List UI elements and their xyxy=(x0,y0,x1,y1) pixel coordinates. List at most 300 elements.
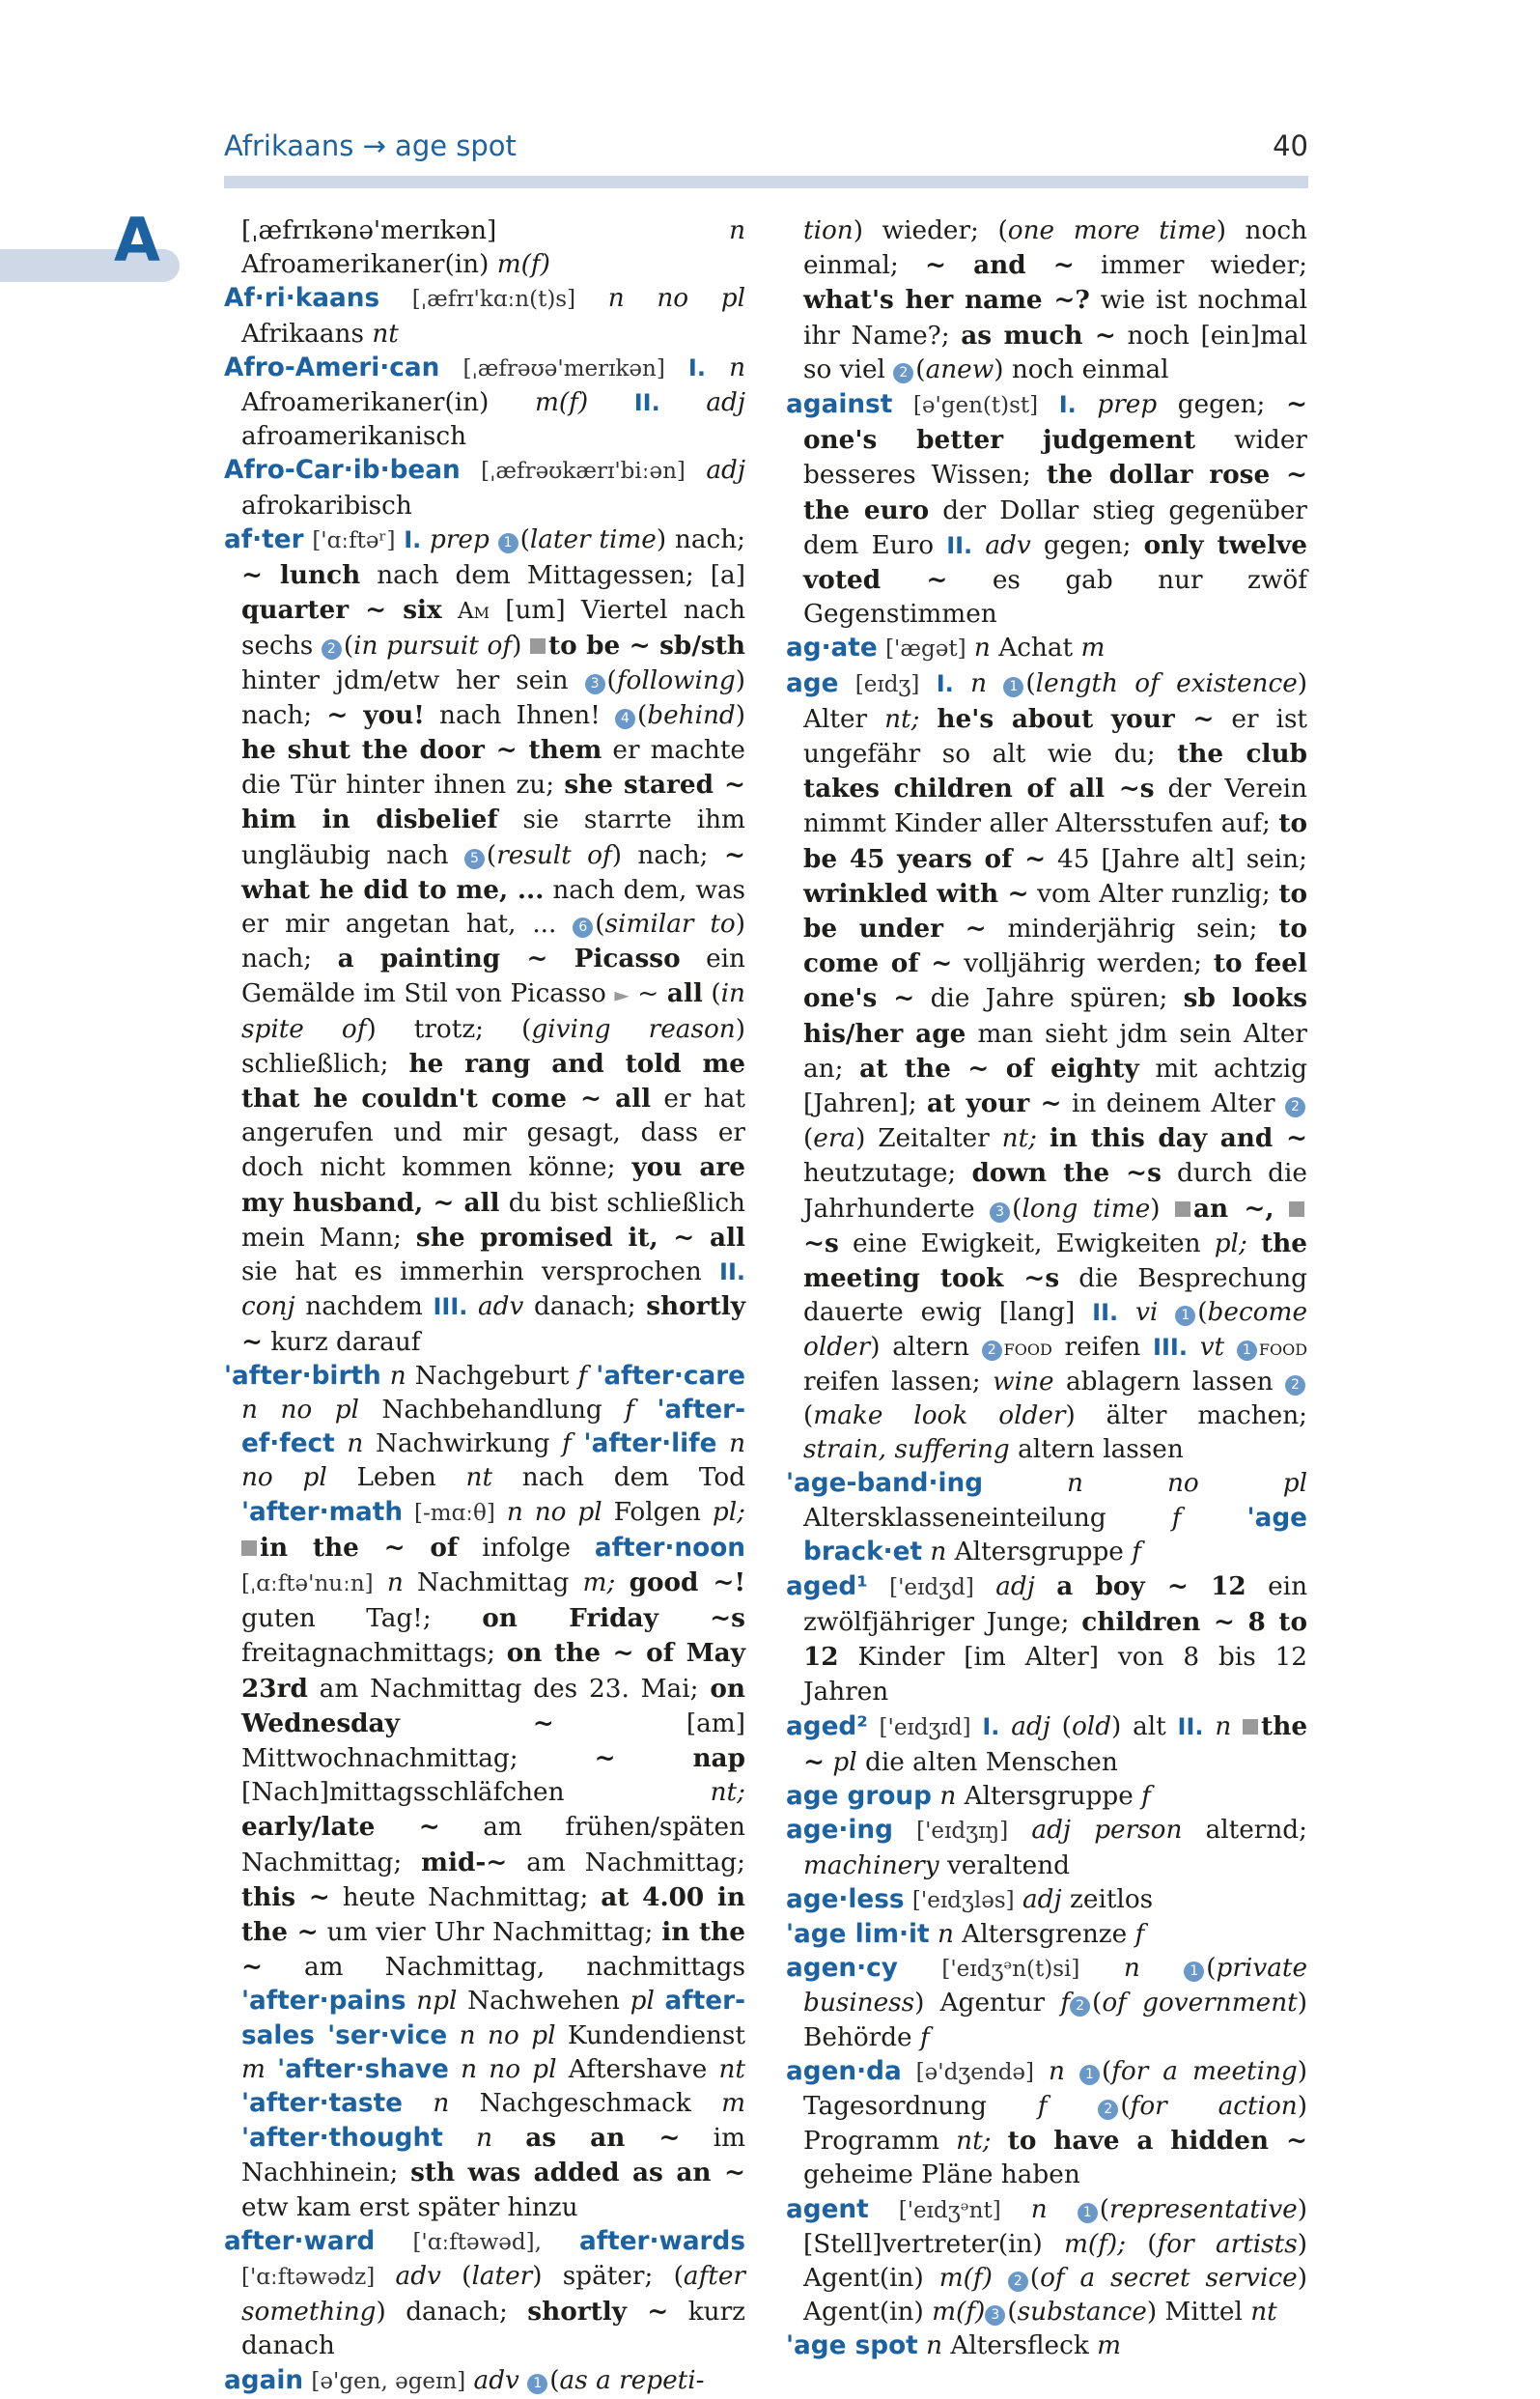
headword: age·less xyxy=(786,1884,905,1914)
entry-text xyxy=(838,669,854,698)
example-phrase: the ~ xyxy=(803,1710,1308,1777)
headword: Afro-Car·ib·bean xyxy=(224,456,461,486)
entry-text: nach Ihnen! xyxy=(424,700,615,730)
grammar-label: adv xyxy=(473,2365,519,2395)
headword: again xyxy=(224,2365,304,2395)
sense-number-badge: 2 xyxy=(1070,1996,1090,2017)
grammar-label: conj xyxy=(241,1292,295,1322)
entry-text: die alten Menschen xyxy=(856,1747,1118,1777)
entry-text xyxy=(1001,2195,1031,2224)
example-phrase: to be under ~ xyxy=(803,878,1307,945)
entry-text: ( xyxy=(702,979,721,1009)
dictionary-entry xyxy=(786,2193,1307,2330)
entry-text: ) Agent(in) xyxy=(803,2263,1307,2328)
pronunciation: ['ɑːftəwədz] xyxy=(241,2264,376,2290)
entry-text: Nachwirkung xyxy=(363,1429,563,1459)
entry-text: zeitlos xyxy=(1061,1884,1154,1914)
entry-text: er ist ungefähr so alt wie du; xyxy=(803,704,1308,770)
dictionary-entry xyxy=(786,1952,1307,2055)
entry-text: ) Zeitalter xyxy=(855,1124,1002,1154)
example-phrase: the dollar rose ~ the euro xyxy=(803,460,1308,525)
grammar-label: adj xyxy=(706,456,746,486)
pronunciation: [ˌæfrəʊə'merɪkən] xyxy=(462,355,665,381)
entry-text xyxy=(966,634,974,663)
sense-number-badge: 1 xyxy=(1237,1341,1257,1361)
sense-number-badge: 6 xyxy=(573,917,593,938)
entry-text: Altersgruppe xyxy=(946,1537,1133,1566)
entry-text: nach dem, was er mir angetan hat, ... xyxy=(241,875,746,940)
entry-text: sie starrte ihm ungläubig nach xyxy=(241,805,745,870)
entry-text xyxy=(1048,2092,1099,2121)
entry-text: altern lassen xyxy=(1009,1435,1184,1465)
entry-text xyxy=(655,1987,665,2016)
grammar-label: n no pl xyxy=(241,1395,359,1425)
headword: 'age-band·ing xyxy=(786,1469,984,1499)
entry-text: Kundendienst xyxy=(555,2020,745,2050)
example-phrase: to have a hidden ~ xyxy=(1007,2126,1307,2157)
headword: 'age brack·et xyxy=(803,1503,1307,1566)
sense-number-badge: 1 xyxy=(527,2374,547,2394)
entry-text xyxy=(421,525,430,554)
entry-text: freitagnachmittags; xyxy=(241,1639,507,1669)
headword: 'after·care xyxy=(596,1361,746,1391)
entry-text: ) [Stell]vertreter(in) xyxy=(803,2194,1308,2259)
entry-text xyxy=(449,2055,461,2084)
entry-text: vom Alter runzlig; xyxy=(1028,879,1279,909)
headword: after·ward xyxy=(224,2226,376,2256)
entry-text: Kinder [im Alter] von 8 bis 12 Jahren xyxy=(803,1643,1307,1707)
entry-text xyxy=(1140,1954,1184,1983)
grammar-label: adj xyxy=(706,388,745,418)
grammar-label: n xyxy=(973,634,991,663)
phrase-marker-square xyxy=(530,638,546,654)
grammar-label: for a meeting xyxy=(1111,2056,1298,2086)
sense-number-badge: 2 xyxy=(1285,1375,1305,1396)
entry-text xyxy=(375,2262,395,2291)
grammar-label: nt; xyxy=(1001,1124,1038,1154)
grammar-label: f xyxy=(1134,1919,1145,1949)
example-phrase: sb looks his/her age xyxy=(803,983,1307,1049)
entry-text: ) Alter xyxy=(803,668,1308,734)
dictionary-entry xyxy=(224,214,745,282)
headword: 'age lim·it xyxy=(786,1919,930,1949)
sense-roman-numeral: I. xyxy=(982,1712,1000,1740)
sense-roman-numeral: II. xyxy=(946,531,973,559)
grammar-label: f xyxy=(1141,1782,1151,1812)
entry-text xyxy=(993,2264,1008,2293)
headword: 'after·shave xyxy=(277,2054,449,2084)
entry-text xyxy=(495,1498,507,1527)
entry-text: in deinem Alter xyxy=(1061,1089,1285,1119)
dictionary-entry xyxy=(786,1883,1307,1918)
running-head: Afrikaans → age spot xyxy=(224,129,517,162)
entry-text: reifen xyxy=(1051,1332,1154,1362)
grammar-label: adv xyxy=(478,1292,524,1322)
entry-text: afroamerikanisch xyxy=(241,422,467,452)
entry-text xyxy=(381,1362,390,1391)
entry-text: [Nach]mittagsschläfchen xyxy=(241,1778,711,1808)
entry-text: am Nachmittag des 23. Mai; xyxy=(307,1674,711,1704)
sense-roman-numeral: III. xyxy=(433,1293,468,1321)
grammar-label: nt xyxy=(372,319,399,349)
grammar-label: n no pl xyxy=(459,2020,556,2050)
grammar-label: adj xyxy=(1011,1711,1050,1741)
grammar-label: nt; xyxy=(710,1778,745,1808)
headword: age·ing xyxy=(786,1816,893,1846)
headword: 'after·math xyxy=(241,1497,404,1527)
pronunciation: ['ɑːftəʳ] xyxy=(312,527,396,553)
entry-text: alternd; xyxy=(1182,1816,1308,1846)
grammar-label: n no pl xyxy=(607,284,746,314)
grammar-label: f xyxy=(919,2022,930,2052)
entry-text: ( xyxy=(1092,1989,1103,2018)
entry-text: ( xyxy=(1007,2298,1018,2328)
grammar-label: private business xyxy=(803,1954,1308,2018)
entry-text: ) später; ( xyxy=(532,2261,684,2291)
headword: Af·ri·kaans xyxy=(224,284,380,314)
headword: 'after·pains xyxy=(241,1987,406,2017)
grammar-label: n xyxy=(970,668,988,698)
grammar-label: n xyxy=(347,1429,364,1459)
pronunciation: ['ɑːftəwəd], xyxy=(412,2229,542,2255)
grammar-label: giving reason xyxy=(531,1014,736,1044)
example-phrase: shortly ~ xyxy=(527,2297,669,2328)
dictionary-entry xyxy=(786,1569,1307,1709)
example-phrase: ~ lunch xyxy=(241,560,361,591)
grammar-label: become older xyxy=(803,1298,1308,1362)
entry-text xyxy=(266,2055,277,2084)
entry-text: ( xyxy=(803,1124,814,1154)
entry-text: [ˌæfrɪkənə'merɪkən] xyxy=(241,216,730,245)
arrow-icon: ► xyxy=(614,983,630,1007)
entry-text xyxy=(1037,1124,1050,1153)
entry-text: ( xyxy=(1126,2229,1158,2259)
grammar-label: tion xyxy=(803,216,854,245)
entry-text xyxy=(1158,1298,1175,1327)
entry-text: die Jahre spüren; xyxy=(914,984,1184,1014)
page-number: 40 xyxy=(1273,129,1308,162)
grammar-label: in spite of xyxy=(241,979,745,1044)
example-phrase: down the ~s xyxy=(971,1158,1162,1189)
entry-text: ( xyxy=(519,524,530,554)
example-phrase: at 4.00 in the ~ xyxy=(241,1881,745,1947)
entry-text xyxy=(999,1712,1011,1741)
entry-text: ) älter machen; xyxy=(1065,1400,1307,1430)
example-phrase: to be 45 years of ~ xyxy=(803,808,1307,874)
entry-text: ) nach; xyxy=(241,910,746,974)
grammar-label: n xyxy=(930,1537,947,1566)
entry-text xyxy=(868,1712,880,1741)
entry-text: minderjährig sein; xyxy=(986,915,1279,945)
entry-text: man sieht jdm sein Alter an; xyxy=(803,1019,1307,1084)
grammar-label: strain, suffering xyxy=(803,1435,1010,1465)
sense-number-badge: 5 xyxy=(464,849,485,869)
entry-text: ( xyxy=(1029,2263,1041,2293)
pronunciation: ['eɪdʒd] xyxy=(889,1574,974,1600)
entry-text xyxy=(868,1572,889,1601)
grammar-label: f xyxy=(1037,2091,1048,2121)
example-phrase: to be ~ sb/sth xyxy=(547,631,745,662)
grammar-label: similar to xyxy=(604,910,736,940)
sense-number-badge: 3 xyxy=(985,2305,1005,2326)
grammar-label: m(f) xyxy=(534,388,589,418)
right-column xyxy=(786,214,1307,2364)
entry-text: ) Tagesordnung xyxy=(803,2056,1308,2121)
entry-text xyxy=(1015,1885,1022,1914)
example-phrase: to feel one's ~ xyxy=(803,948,1307,1014)
grammar-label: later xyxy=(471,2261,533,2291)
grammar-label: machinery xyxy=(803,1850,939,1880)
entry-text: ) Programm xyxy=(803,2091,1307,2157)
pronunciation: [ˌɑːftə'nuːn] xyxy=(241,1570,374,1596)
dictionary-entry xyxy=(786,387,1307,632)
entry-text xyxy=(379,284,412,313)
headword: age xyxy=(786,668,839,698)
grammar-label: for artists xyxy=(1157,2229,1298,2259)
pronunciation: [-mɑːθ] xyxy=(414,1500,495,1526)
sense-roman-numeral: I. xyxy=(404,525,422,553)
phrase-marker-square xyxy=(1289,1201,1304,1217)
entry-text xyxy=(892,390,913,419)
entry-text xyxy=(492,2124,525,2153)
entry-text xyxy=(465,2366,473,2395)
entry-text: ( xyxy=(636,700,648,730)
example-phrase: on Wednesday ~ xyxy=(241,1673,745,1738)
example-phrase: an ~, xyxy=(1192,1193,1274,1224)
entry-text: wie ist nochmal ihr Name?; xyxy=(803,286,1307,351)
entry-text: Nachwehen xyxy=(457,1987,630,2017)
entry-text: ) xyxy=(1150,1194,1175,1224)
entry-text: der Verein nimmt Kinder aller Altersstufen auf; xyxy=(803,775,1307,839)
grammar-label: n xyxy=(729,216,745,245)
grammar-label: vi xyxy=(1135,1298,1159,1328)
entry-text xyxy=(1034,2057,1049,2086)
entry-text xyxy=(971,1712,983,1741)
sense-number-badge: 2 xyxy=(893,363,913,383)
entry-text: gegen; xyxy=(1157,390,1286,420)
entry-text xyxy=(403,1498,414,1527)
grammar-label: of a secret service xyxy=(1040,2263,1298,2293)
example-phrase: at the ~ of eighty xyxy=(859,1053,1139,1084)
grammar-label: f xyxy=(625,1395,634,1425)
grammar-label: in pursuit of xyxy=(353,632,513,662)
example-phrase: the meeting took ~s xyxy=(803,1228,1307,1294)
entry-text: ( xyxy=(606,665,617,695)
entry-text xyxy=(972,531,985,560)
entry-text xyxy=(575,284,608,313)
grammar-label: as a repeti- xyxy=(559,2365,705,2395)
entry-text: am Nachmittag; xyxy=(507,1848,745,1877)
grammar-label: n xyxy=(476,2124,492,2154)
entry-text: Nachgeburt xyxy=(406,1361,578,1391)
grammar-label: nt xyxy=(718,2054,745,2084)
example-phrase: she stared ~ him in disbelief xyxy=(241,770,745,835)
dictionary-entry xyxy=(224,282,745,351)
grammar-label: m xyxy=(1097,2331,1122,2361)
headword: agen·da xyxy=(786,2056,902,2086)
entry-text: ( xyxy=(1120,2091,1131,2121)
entry-text xyxy=(1247,1229,1261,1258)
entry-text: volljährig werden; xyxy=(952,949,1214,979)
sense-number-badge: 3 xyxy=(585,674,605,694)
entry-text: er hat angerufen und mir gesagt, dass er doch nicht kommen könne; xyxy=(241,1085,745,1183)
headword: af·ter xyxy=(224,524,304,554)
headword: after·noon xyxy=(594,1533,745,1563)
entry-text: [um] Viertel nach sechs xyxy=(241,596,746,662)
entry-text: eine Ewigkeit, Ewigkeiten xyxy=(838,1228,1215,1258)
entry-text: Achat xyxy=(990,634,1081,663)
entry-text: ) nach; xyxy=(656,524,746,554)
grammar-label: n no pl xyxy=(461,2054,557,2084)
phrase-marker-square xyxy=(241,1540,257,1556)
example-phrase: all xyxy=(666,978,703,1009)
entry-text: der Dollar stieg gegenüber dem Euro xyxy=(803,495,1307,560)
headword: 'after·life xyxy=(583,1429,717,1459)
entry-text: ) alt xyxy=(1111,1711,1178,1741)
grammar-label: n xyxy=(386,1567,404,1597)
example-phrase: he's about your ~ xyxy=(937,703,1215,734)
dictionary-entry xyxy=(224,1360,745,2225)
grammar-label: era xyxy=(813,1124,856,1154)
entry-text: kurz danach xyxy=(241,2298,745,2361)
entry-text: Altersklasseneinteilung xyxy=(803,1503,1172,1533)
pronunciation: ['eɪdʒləs] xyxy=(911,1887,1015,1913)
entry-text: Nachbehandlung xyxy=(358,1395,626,1425)
grammar-label: result of xyxy=(496,840,612,870)
pronunciation: ['eɪdʒᵊn(t)si] xyxy=(941,1957,1080,1983)
entry-text: Nachmittag xyxy=(403,1567,583,1597)
entry-text: am frühen/späten Nachmittag; xyxy=(241,1813,745,1877)
pronunciation: ['eɪdʒɪŋ] xyxy=(916,1819,1009,1845)
entry-text: veraltend xyxy=(938,1850,1070,1880)
dictionary-entry xyxy=(786,2055,1307,2193)
entry-text xyxy=(905,1885,912,1914)
grammar-label: f xyxy=(1171,1503,1182,1533)
example-phrase: in this day and ~ xyxy=(1049,1123,1308,1154)
grammar-label: adj xyxy=(995,1571,1035,1601)
entry-text xyxy=(1224,1333,1237,1362)
grammar-label: after something xyxy=(241,2261,746,2328)
entry-text: immer wieder; xyxy=(1074,251,1307,281)
grammar-label: make look older xyxy=(813,1400,1066,1430)
entry-text xyxy=(665,353,688,382)
entry-text: reifen lassen; xyxy=(803,1367,994,1397)
headword: agen·cy xyxy=(786,1954,898,1984)
entry-text: du bist schließlich mein Mann; xyxy=(241,1188,745,1253)
entry-text xyxy=(878,634,885,663)
sense-number-badge: 4 xyxy=(615,709,635,729)
entry-text: es gab nur zwöf Gegenstimmen xyxy=(803,566,1307,630)
entry-text: heute Nachmittag; xyxy=(329,1882,602,1912)
sense-number-badge: 1 xyxy=(1078,2203,1098,2223)
entry-text xyxy=(375,2227,412,2256)
headword: against xyxy=(786,390,893,420)
entry-text: Leben xyxy=(326,1463,466,1493)
grammar-label: pl xyxy=(630,1987,655,2017)
entry-text xyxy=(406,1987,417,2016)
grammar-label: substance xyxy=(1017,2298,1147,2328)
entry-text xyxy=(919,669,936,698)
example-phrase: ~ you! xyxy=(326,699,425,730)
entry-text: Afroamerikaner(in) xyxy=(241,250,497,280)
grammar-label: adv xyxy=(395,2261,441,2291)
entry-text xyxy=(1231,1712,1243,1741)
pronunciation: [ə'gen, əgeɪn] xyxy=(311,2368,466,2394)
entry-text xyxy=(374,1568,387,1597)
entry-text: ( xyxy=(1099,2194,1109,2224)
grammar-label: f xyxy=(562,1429,572,1459)
grammar-label: n xyxy=(433,2088,450,2118)
headword: after-sales 'ser·vice xyxy=(241,1987,746,2050)
entry-text xyxy=(902,2057,916,2086)
entry-text: Nachgeschmack xyxy=(449,2088,722,2118)
sense-roman-numeral: I. xyxy=(1058,391,1077,419)
entry-text xyxy=(304,525,313,554)
grammar-label: nt xyxy=(465,1463,493,1493)
dictionary-entry xyxy=(224,2364,745,2399)
entry-text: danach; xyxy=(523,1292,647,1322)
grammar-label: f xyxy=(1132,1537,1141,1566)
entry-text: ( xyxy=(915,354,926,384)
example-phrase: ~ and ~ xyxy=(925,250,1075,281)
example-phrase: in the ~ xyxy=(241,1916,745,1983)
entry-text xyxy=(954,669,970,698)
example-phrase: ~s xyxy=(803,1228,839,1258)
grammar-label: prep xyxy=(430,524,490,554)
pronunciation: [ˌæfrəʊkærɪ'biːən] xyxy=(481,459,686,485)
grammar-label: adj person xyxy=(1031,1816,1183,1846)
dictionary-entry xyxy=(224,352,745,455)
headword: 'age spot xyxy=(786,2331,918,2361)
entry-text: ) Agent(in) xyxy=(803,2229,1308,2293)
entry-text: ( xyxy=(803,1400,814,1430)
grammar-label: representative xyxy=(1109,2194,1298,2224)
entry-text: ( xyxy=(1012,1194,1022,1224)
example-phrase: at your ~ xyxy=(927,1088,1062,1119)
grammar-label: anew xyxy=(925,354,994,384)
grammar-label: nt; xyxy=(956,2127,992,2157)
entry-text xyxy=(983,1469,1067,1498)
grammar-label: n xyxy=(729,353,746,382)
example-phrase: mid-~ xyxy=(421,1847,508,1877)
grammar-label: following xyxy=(616,665,736,695)
pronunciation: ['eɪdʒɪd] xyxy=(879,1714,971,1740)
entry-text: noch [ein]mal so viel xyxy=(803,321,1308,384)
entry-text xyxy=(869,2195,899,2224)
entry-text: ) xyxy=(512,632,530,662)
example-phrase: a painting ~ Picasso xyxy=(337,944,681,974)
pronunciation: ['ægət] xyxy=(885,636,966,663)
entry-text xyxy=(588,388,634,417)
headword: 'after·taste xyxy=(241,2088,403,2118)
sense-number-badge: 1 xyxy=(1184,1962,1204,1982)
grammar-label: m(f) xyxy=(932,2298,986,2328)
grammar-label: m xyxy=(1080,634,1106,663)
example-phrase: he rang and told me that he couldn't come ~ all xyxy=(241,1048,746,1115)
dictionary-entry xyxy=(786,632,1307,666)
example-phrase: in the ~ of xyxy=(260,1532,459,1563)
entry-text xyxy=(1181,1504,1246,1533)
entry-text xyxy=(918,2331,926,2360)
grammar-label: m xyxy=(241,2054,266,2084)
grammar-label: n xyxy=(937,1919,954,1949)
entry-text: er machte die Tür hinter ihnen zu; xyxy=(241,736,745,801)
headword: ag·ate xyxy=(786,634,878,663)
headword: 'after·birth xyxy=(224,1361,381,1391)
entry-text: hinter jdm/etw her sein xyxy=(241,665,585,695)
entry-text: ) altern xyxy=(870,1332,982,1362)
grammar-label: adv xyxy=(985,530,1031,560)
